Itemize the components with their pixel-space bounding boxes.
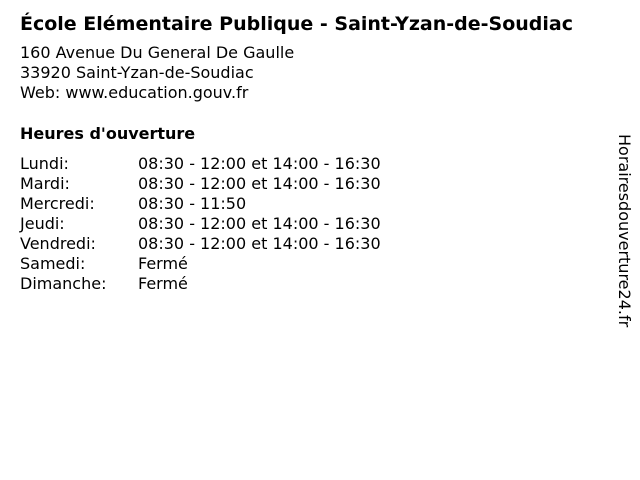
opening-hours-list xyxy=(20,154,381,294)
time-range: Fermé xyxy=(138,274,188,293)
website-line: Web: www.education.gouv.fr xyxy=(20,83,249,102)
day-label: Samedi: xyxy=(20,254,86,273)
time-range: 08:30 - 11:50 xyxy=(138,194,247,213)
day-label: Mercredi: xyxy=(20,194,95,213)
hours-row-lundi xyxy=(20,154,381,174)
hours-row-jeudi xyxy=(20,214,381,234)
time-range: Fermé xyxy=(138,254,188,273)
hours-row-vendredi xyxy=(20,234,381,254)
day-label: Jeudi: xyxy=(20,214,65,233)
time-range: 08:30 - 12:00 et 14:00 - 16:30 xyxy=(138,234,381,253)
postcode-city: 33920 Saint-Yzan-de-Soudiac xyxy=(20,63,254,82)
hours-row-mardi xyxy=(20,174,381,194)
page-title: École Elémentaire Publique - Saint-Yzan-de-Soudiac xyxy=(20,13,573,35)
hours-row-dimanche xyxy=(20,274,381,294)
time-range: 08:30 - 12:00 et 14:00 - 16:30 xyxy=(138,154,381,173)
street-address: 160 Avenue Du General De Gaulle xyxy=(20,43,295,62)
hours-row-mercredi xyxy=(20,194,381,214)
site-watermark: Horairesdouverture24.fr xyxy=(615,134,634,328)
day-label: Mardi: xyxy=(20,174,70,193)
day-label: Lundi: xyxy=(20,154,69,173)
day-label: Vendredi: xyxy=(20,234,96,253)
address-block xyxy=(20,43,294,103)
time-range: 08:30 - 12:00 et 14:00 - 16:30 xyxy=(138,174,381,193)
hours-heading: Heures d'ouverture xyxy=(20,124,196,143)
day-label: Dimanche: xyxy=(20,274,107,293)
time-range: 08:30 - 12:00 et 14:00 - 16:30 xyxy=(138,214,381,233)
hours-row-samedi xyxy=(20,254,381,274)
